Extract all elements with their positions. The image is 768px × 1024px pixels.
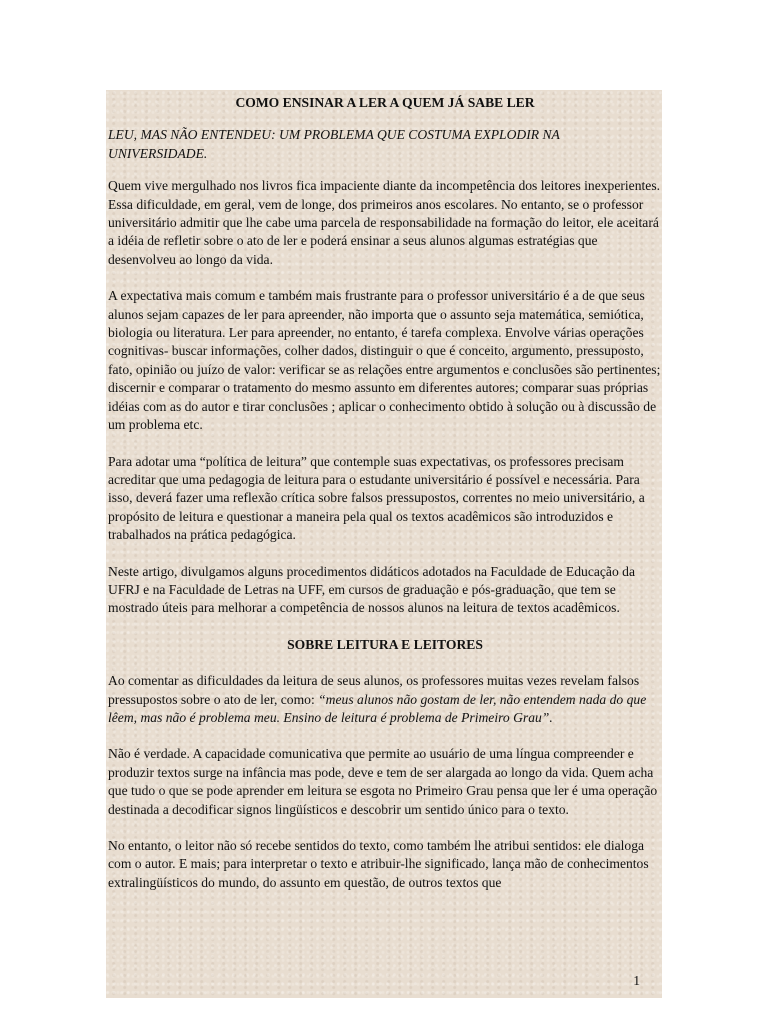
document-page: [106, 90, 662, 998]
page-number: 1: [633, 972, 640, 988]
paragraph-2: A expectativa mais comum e também mais frustrante para o professor universitário é a de que seus alunos sejam capazes de ler para apreender, não importa que o assunto seja matemática, semiótica, biologia ou literatura. Ler para apreender, no entanto, é tarefa complexa. Envolve várias operações cognitivas- buscar informações, colher dados, distinguir o que é conceito, argumento, pressuposto, fato, opinião ou juízo de valor: verificar se as relações entre argumentos e conclusões são pertinentes; discernir e comparar o tratamento do mesmo assunto em diferentes autores; comparar suas próprias idéias com as do autor e tirar conclusões ; aplicar o conhecimento obtido à solução ou à discussão de um problema etc.: [108, 288, 661, 433]
section-paragraph-3: No entanto, o leitor não só recebe sentidos do texto, como também lhe atribui sentidos: ele dialoga com o autor. E mais; para interpretar o texto e atribuir-lhe significado, lança mão de conhecimentos extralingüísticos do mundo, do assunto em questão, de outros textos que: [108, 838, 649, 890]
section-paragraph-1-text: Ao comentar as dificuldades da leitura de seus alunos, os professores muitas vezes revelam falsos pressupostos sobre o ato de ler, como:: [108, 673, 640, 707]
paragraph-3: Para adotar uma “política de leitura” que contemple suas expectativas, os professores precisam acreditar que uma pedagogia de leitura para o estudante universitário é possível e necessária. Para isso, deverá fazer uma reflexão crítica sobre falsos pressupostos, correntes no meio universitário, a propósito de leitura e questionar a maneira pela qual os textos acadêmicos são introduzidos e trabalhados na prática pedagógica.: [108, 453, 645, 543]
section-heading: SOBRE LEITURA E LEITORES: [287, 636, 483, 652]
section-paragraph-1: [108, 672, 662, 727]
document-subtitle: LEU, MAS NÃO ENTENDEU: UM PROBLEMA QUE COSTUMA EXPLODIR NA UNIVERSIDADE.: [108, 127, 560, 161]
section-paragraph-1-quote: “meus alunos não gostam de ler, não entendem nada do que lêem, mas não é problema meu. Ensino de leitura é problema de Primeiro Grau”.: [108, 691, 647, 725]
paragraph-4: Neste artigo, divulgamos alguns procedimentos didáticos adotados na Faculdade de Educação da UFRJ e na Faculdade de Letras na UFF, em cursos de graduação e pós-graduação, que tem se mostrado úteis para melhorar a competência de nossos alunos na leitura de textos acadêmicos.: [108, 563, 635, 616]
section-paragraph-2: Não é verdade. A capacidade comunicativa que permite ao usuário de uma língua compreender e produzir textos surge na infância mas pode, deve e tem de ser alargada ao longo da vida. Quem acha que tudo o que se pode aprender em leitura se esgota no Primeiro Grau pensa que ler é uma operação destinada a decodificar signos lingüísticos e descobrir um sentido único para o texto.: [108, 746, 658, 817]
document-title: COMO ENSINAR A LER A QUEM JÁ SABE LER: [235, 95, 535, 110]
paragraph-1: Quem vive mergulhado nos livros fica impaciente diante da incompetência dos leitores inexperientes. Essa dificuldade, em geral, vem de longe, dos primeiros anos escolares. No entanto, se o professor universitário admitir que lhe cabe uma parcela de responsabilidade na formação do leitor, ele aceitará a idéia de refletir sobre o ato de ler e poderá ensinar a seus alunos algumas estratégias que desenvolveu ao longo da vida.: [108, 178, 661, 267]
